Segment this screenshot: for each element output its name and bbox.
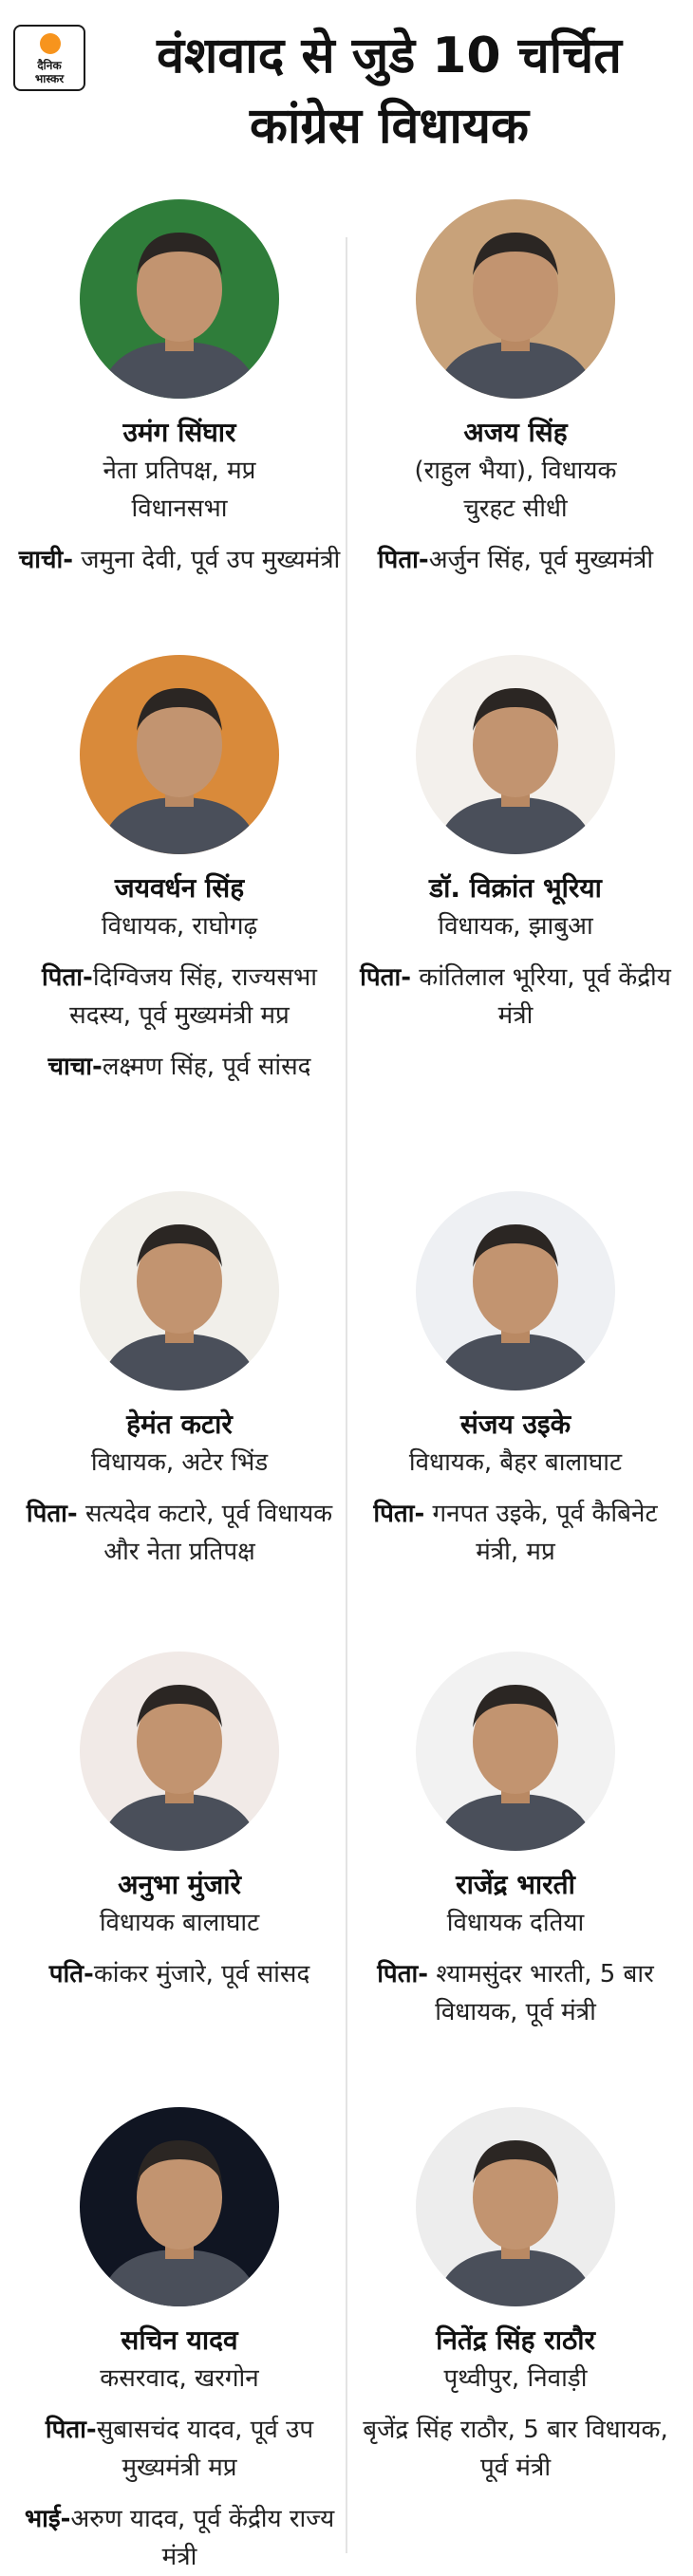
relation-label: चाचा- — [47, 1053, 103, 1081]
relation-text: लक्ष्मण सिंह, पूर्व सांसद — [102, 1053, 311, 1081]
dainik-bhaskar-logo — [13, 25, 85, 91]
politician-name: राजेंद्र भारती — [456, 1869, 575, 1900]
relation-line — [13, 1048, 346, 1086]
portrait-photo — [80, 1191, 279, 1391]
relations-list — [13, 1495, 346, 1571]
relation-line — [349, 959, 682, 1035]
politician-role: विधायक दतिया — [446, 1909, 585, 1937]
politician-role: नेता प्रतिपक्ष, मप्र विधानसभा — [103, 457, 256, 523]
relation-label: पिता- — [373, 1500, 425, 1528]
relation-text: गनपत उइके, पूर्व कैबिनेट मंत्री, मप्र — [424, 1500, 658, 1566]
politician-card-sachin-yadav — [13, 2107, 346, 2576]
politician-name: हेमंत कटारे — [126, 1409, 233, 1440]
relation-line — [13, 959, 346, 1035]
portrait-photo — [416, 1191, 615, 1391]
politician-role: विधायक, बैहर बालाघाट — [408, 1448, 623, 1477]
relation-label: चाची- — [18, 546, 73, 574]
portrait-photo — [80, 655, 279, 854]
portrait-photo — [80, 199, 279, 399]
relation-line — [349, 1955, 682, 2031]
header — [0, 0, 693, 180]
relation-label: पिता- — [377, 1960, 429, 1988]
logo-text: दैनिक भास्कर — [34, 59, 65, 85]
politician-role: विधायक, अटेर भिंड — [90, 1448, 269, 1477]
relation-label: पिता- — [377, 546, 429, 574]
relations-list — [349, 959, 682, 1035]
relation-text: दिग्विजय सिंह, राज्यसभा सदस्य, पूर्व मुख्यमंत्री मप्र — [69, 963, 318, 1030]
relation-text: सुबासचंद यादव, पूर्व उप मुख्यमंत्री मप्र — [96, 2416, 314, 2482]
politician-card-rajendra-bharti — [349, 1652, 682, 2031]
relation-line — [349, 1495, 682, 1571]
relations-list — [13, 1955, 346, 1993]
portrait-photo — [416, 199, 615, 399]
relations-list — [349, 1955, 682, 2031]
politician-name: उमंग सिंघार — [122, 417, 236, 448]
relation-text: जमुना देवी, पूर्व उप मुख्यमंत्री — [72, 546, 341, 574]
politician-card-vikrant-bhuria — [349, 655, 682, 1035]
politician-name: डॉ. विक्रांत भूरिया — [429, 872, 602, 904]
relations-list — [13, 541, 346, 579]
relation-line — [349, 541, 682, 579]
portrait-photo — [416, 655, 615, 854]
relation-line — [13, 2411, 346, 2487]
relation-text: सत्यदेव कटारे, पूर्व विधायक और नेता प्रतिपक्ष — [77, 1500, 333, 1566]
portrait-photo — [80, 2107, 279, 2306]
relation-text: अरुण यादव, पूर्व केंद्रीय राज्य मंत्री — [70, 2505, 335, 2571]
politician-card-umang-singhar — [13, 199, 346, 579]
politician-role: (राहुल भैया), विधायक चुरहट सीधी — [414, 457, 617, 523]
politician-card-anubha-munjare — [13, 1652, 346, 1993]
portrait-photo — [416, 2107, 615, 2306]
politician-card-ajay-singh — [349, 199, 682, 579]
politician-card-hemant-katare — [13, 1191, 346, 1571]
relations-list — [349, 541, 682, 579]
relation-label: पिता- — [45, 2416, 97, 2444]
sun-icon — [40, 33, 61, 54]
relation-text: अर्जुन सिंह, पूर्व मुख्यमंत्री — [428, 546, 654, 574]
politician-role: पृथ्वीपुर, निवाड़ी — [443, 2364, 588, 2393]
relations-list — [349, 2411, 682, 2487]
relation-label: पति- — [48, 1960, 94, 1988]
politician-role: कसरवाद, खरगोन — [100, 2364, 259, 2393]
relation-line — [13, 2500, 346, 2576]
relation-text: श्यामसुंदर भारती, 5 बार विधायक, पूर्व मंत्री — [428, 1960, 654, 2026]
politician-role: विधायक, राघोगढ़ — [101, 912, 258, 941]
politician-name: संजय उइके — [459, 1409, 571, 1440]
politician-name: अनुभा मुंजारे — [118, 1869, 241, 1900]
relation-text: बृजेंद्र सिंह राठौर, 5 बार विधायक, पूर्व मंत्री — [363, 2416, 668, 2482]
portrait-photo — [416, 1652, 615, 1851]
relation-label: भाई- — [24, 2505, 71, 2533]
relation-text: कांकर मुंजारे, पूर्व सांसद — [93, 1960, 310, 1988]
politician-role: विधायक बालाघाट — [99, 1909, 260, 1937]
relations-list — [349, 1495, 682, 1571]
politician-name: नितेंद्र सिंह राठौर — [436, 2324, 595, 2356]
politician-name: अजय सिंह — [463, 417, 568, 448]
politician-card-nitendra-singh-rathore — [349, 2107, 682, 2487]
column-divider — [346, 237, 347, 2553]
relations-list — [13, 959, 346, 1086]
relation-line — [13, 1955, 346, 1993]
page-title: वंशवाद से जुडे 10 चर्चित कांग्रेस विधायक — [157, 28, 622, 155]
relation-label: पिता- — [26, 1500, 78, 1528]
relation-line — [349, 2411, 682, 2487]
politician-name: सचिन यादव — [121, 2324, 238, 2356]
portrait-photo — [80, 1652, 279, 1851]
politician-name: जयवर्धन सिंह — [114, 872, 245, 904]
relations-list — [13, 2411, 346, 2576]
politician-role: विधायक, झाबुआ — [438, 912, 593, 941]
relation-label: पिता- — [41, 963, 93, 992]
politician-card-sanjay-uike — [349, 1191, 682, 1571]
relation-label: पिता- — [360, 963, 411, 992]
politician-card-jaivardhan-singh — [13, 655, 346, 1086]
relation-line — [13, 541, 346, 579]
relation-line — [13, 1495, 346, 1571]
relation-text: कांतिलाल भूरिया, पूर्व केंद्रीय मंत्री — [411, 963, 671, 1030]
